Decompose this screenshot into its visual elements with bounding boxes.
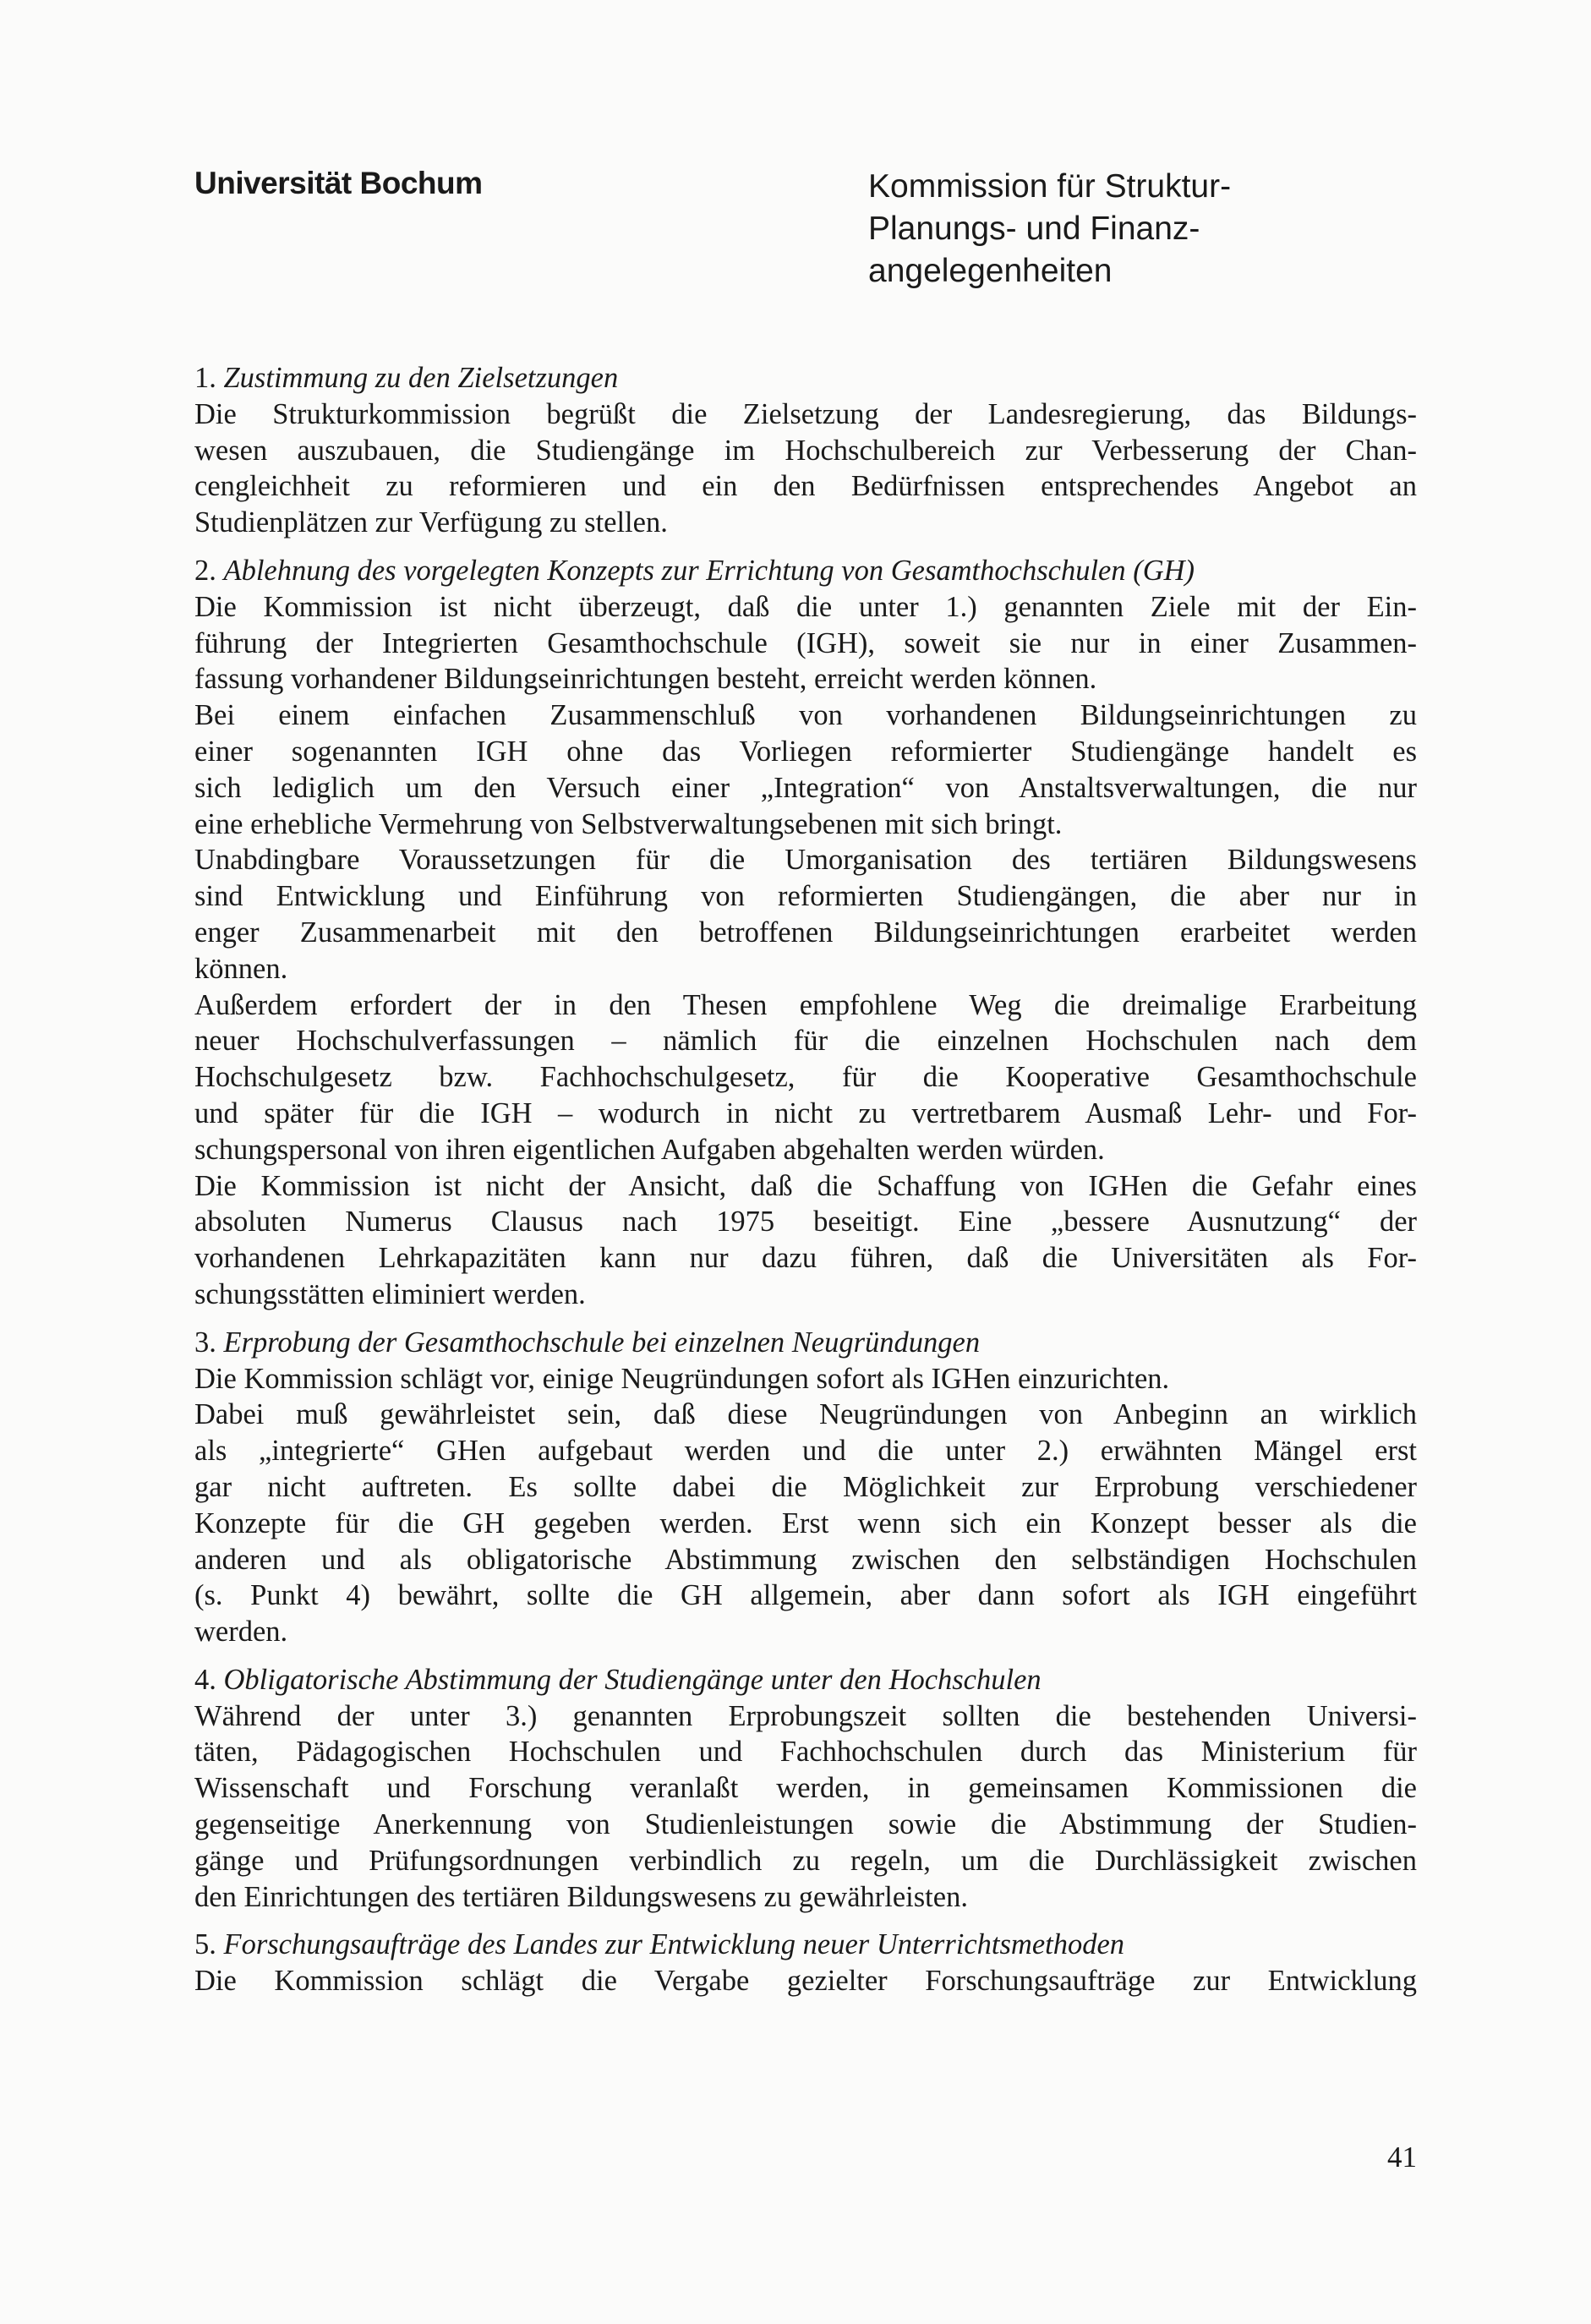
section-1	[194, 360, 1417, 541]
body-text-line: sich lediglich um den Versuch einer „Integration“ von Anstaltsverwaltungen, die nur	[194, 771, 1417, 804]
body-text-line: gar nicht auftreten. Es sollte dabei die Möglichkeit zur Erprobung verschiedener	[194, 1470, 1417, 1503]
section-5	[194, 1927, 1417, 1999]
body-text-line: Wissenschaft und Forschung veranlaßt werden, in gemeinsamen Kommissionen die	[194, 1772, 1417, 1805]
document-body	[194, 360, 1417, 1999]
body-text-line: Die Kommission schlägt vor, einige Neugründungen sofort als IGHen einzurichten.	[194, 1362, 1170, 1395]
body-text-line: absoluten Numerus Clausus nach 1975 beseitigt. Eine „bessere Ausnutzung“ der	[194, 1206, 1417, 1239]
body-text-line: wesen auszubauen, die Studiengänge im Hochschulbereich zur Verbesserung der Chan-	[194, 434, 1417, 467]
body-text-line: Außerdem erfordert der in den Thesen empfohlene Weg die dreimalige Erarbeitung	[194, 988, 1417, 1021]
body-text-line: anderen und als obligatorische Abstimmung zwischen den selbständigen Hochschulen	[194, 1543, 1417, 1576]
body-text-line: Bei einem einfachen Zusammenschluß von vorhandenen Bildungseinrichtungen zu	[194, 699, 1417, 732]
section-title: Obligatorische Abstimmung der Studiengänge unter den Hochschulen	[223, 1663, 1042, 1696]
section-title: Forschungsaufträge des Landes zur Entwicklung neuer Unterrichtsmethoden	[223, 1928, 1125, 1961]
body-text-line: gänge und Prüfungsordnungen verbindlich zu regeln, um die Durchlässigkeit zwischen	[194, 1844, 1417, 1877]
body-text-line: gegenseitige Anerkennung von Studienleistungen sowie die Abstimmung der Studien-	[194, 1808, 1417, 1841]
body-text-line: einer sogenannten IGH ohne das Vorliegen reformierter Studiengänge handelt es	[194, 735, 1417, 768]
body-text-line: werden.	[194, 1616, 288, 1649]
body-text-line: täten, Pädagogischen Hochschulen und Fachhochschulen durch das Ministerium für	[194, 1736, 1417, 1769]
commission-heading-line: Kommission für Struktur-	[868, 168, 1232, 205]
body-text-line: schungspersonal von ihren eigentlichen Aufgaben abgehalten werden würden.	[194, 1133, 1105, 1166]
page-number: 41	[1387, 2141, 1417, 2174]
section-number: 3.	[194, 1326, 216, 1359]
body-text-line: neuer Hochschulverfassungen – nämlich für die einzelnen Hochschulen nach dem	[194, 1025, 1417, 1058]
body-text-line: Die Kommission ist nicht überzeugt, daß die unter 1.) genannten Ziele mit der Ein-	[194, 590, 1417, 623]
body-text-line: Die Kommission schlägt die Vergabe gezielter Forschungsaufträge zur Entwicklung	[194, 1965, 1417, 1998]
section-title: Erprobung der Gesamthochschule bei einzelnen Neugründungen	[223, 1326, 981, 1359]
section-heading	[194, 360, 1417, 396]
commission-heading	[868, 166, 1409, 293]
section-heading	[194, 1325, 1417, 1361]
body-text-line: fassung vorhandener Bildungseinrichtungen besteht, erreicht werden können.	[194, 663, 1097, 696]
body-text-line: Während der unter 3.) genannten Erprobungszeit sollten die bestehenden Universi-	[194, 1699, 1417, 1732]
body-text-line: können.	[194, 952, 288, 985]
body-text-line: Die Kommission ist nicht der Ansicht, daß die Schaffung von IGHen die Gefahr eines	[194, 1169, 1417, 1202]
commission-heading-line: angelegenheiten	[868, 253, 1113, 289]
section-number: 1.	[194, 362, 216, 394]
body-text-line: Konzepte für die GH gegeben werden. Erst wenn sich ein Konzept besser als die	[194, 1506, 1417, 1539]
body-text-line: (s. Punkt 4) bewährt, sollte die GH allgemein, aber dann sofort als IGH eingeführt	[194, 1579, 1417, 1612]
body-text-line: Dabei muß gewährleistet sein, daß diese Neugründungen von Anbeginn an wirklich	[194, 1398, 1417, 1431]
section-heading	[194, 1927, 1417, 1963]
body-text-line: Die Strukturkommission begrüßt die Zielsetzung der Landesregierung, das Bildungs-	[194, 397, 1417, 430]
section-title: Zustimmung zu den Zielsetzungen	[223, 362, 619, 394]
body-text-line: enger Zusammenarbeit mit den betroffenen Bildungseinrichtungen erarbeitet werden	[194, 916, 1417, 949]
section-2	[194, 553, 1417, 1313]
section-number: 5.	[194, 1928, 216, 1961]
section-4	[194, 1662, 1417, 1916]
section-number: 4.	[194, 1663, 216, 1696]
section-3	[194, 1325, 1417, 1650]
section-title: Ablehnung des vorgelegten Konzepts zur Errichtung von Gesamthochschulen (GH)	[223, 554, 1195, 587]
body-text-line: als „integrierte“ GHen aufgebaut werden und die unter 2.) erwähnten Mängel erst	[194, 1435, 1417, 1468]
section-heading	[194, 553, 1417, 589]
body-text-line: schungsstätten eliminiert werden.	[194, 1277, 586, 1310]
body-text-line: den Einrichtungen des tertiären Bildungswesens zu gewährleisten.	[194, 1880, 968, 1913]
section-number: 2.	[194, 554, 216, 587]
body-text-line: Hochschulgesetz bzw. Fachhochschulgesetz, für die Kooperative Gesamthochschule	[194, 1061, 1417, 1094]
institution-heading: Universität Bochum	[194, 166, 483, 200]
body-text-line: sind Entwicklung und Einführung von reformierten Studiengängen, die aber nur in	[194, 880, 1417, 913]
commission-heading-line: Planungs- und Finanz-	[868, 211, 1200, 247]
body-text-line: vorhandenen Lehrkapazitäten kann nur dazu führen, daß die Universitäten als For-	[194, 1242, 1417, 1275]
section-heading	[194, 1662, 1417, 1698]
body-text-line: Studienplätzen zur Verfügung zu stellen.	[194, 506, 668, 539]
body-text-line: und später für die IGH – wodurch in nicht zu vertretbarem Ausmaß Lehr- und For-	[194, 1096, 1417, 1129]
body-text-line: cengleichheit zu reformieren und ein den Bedürfnissen entsprechendes Angebot an	[194, 470, 1417, 503]
body-text-line: eine erhebliche Vermehrung von Selbstverwaltungsebenen mit sich bringt.	[194, 807, 1063, 840]
body-text-line: führung der Integrierten Gesamthochschule (IGH), soweit sie nur in einer Zusammen-	[194, 626, 1417, 659]
body-text-line: Unabdingbare Voraussetzungen für die Umorganisation des tertiären Bildungswesens	[194, 844, 1417, 877]
